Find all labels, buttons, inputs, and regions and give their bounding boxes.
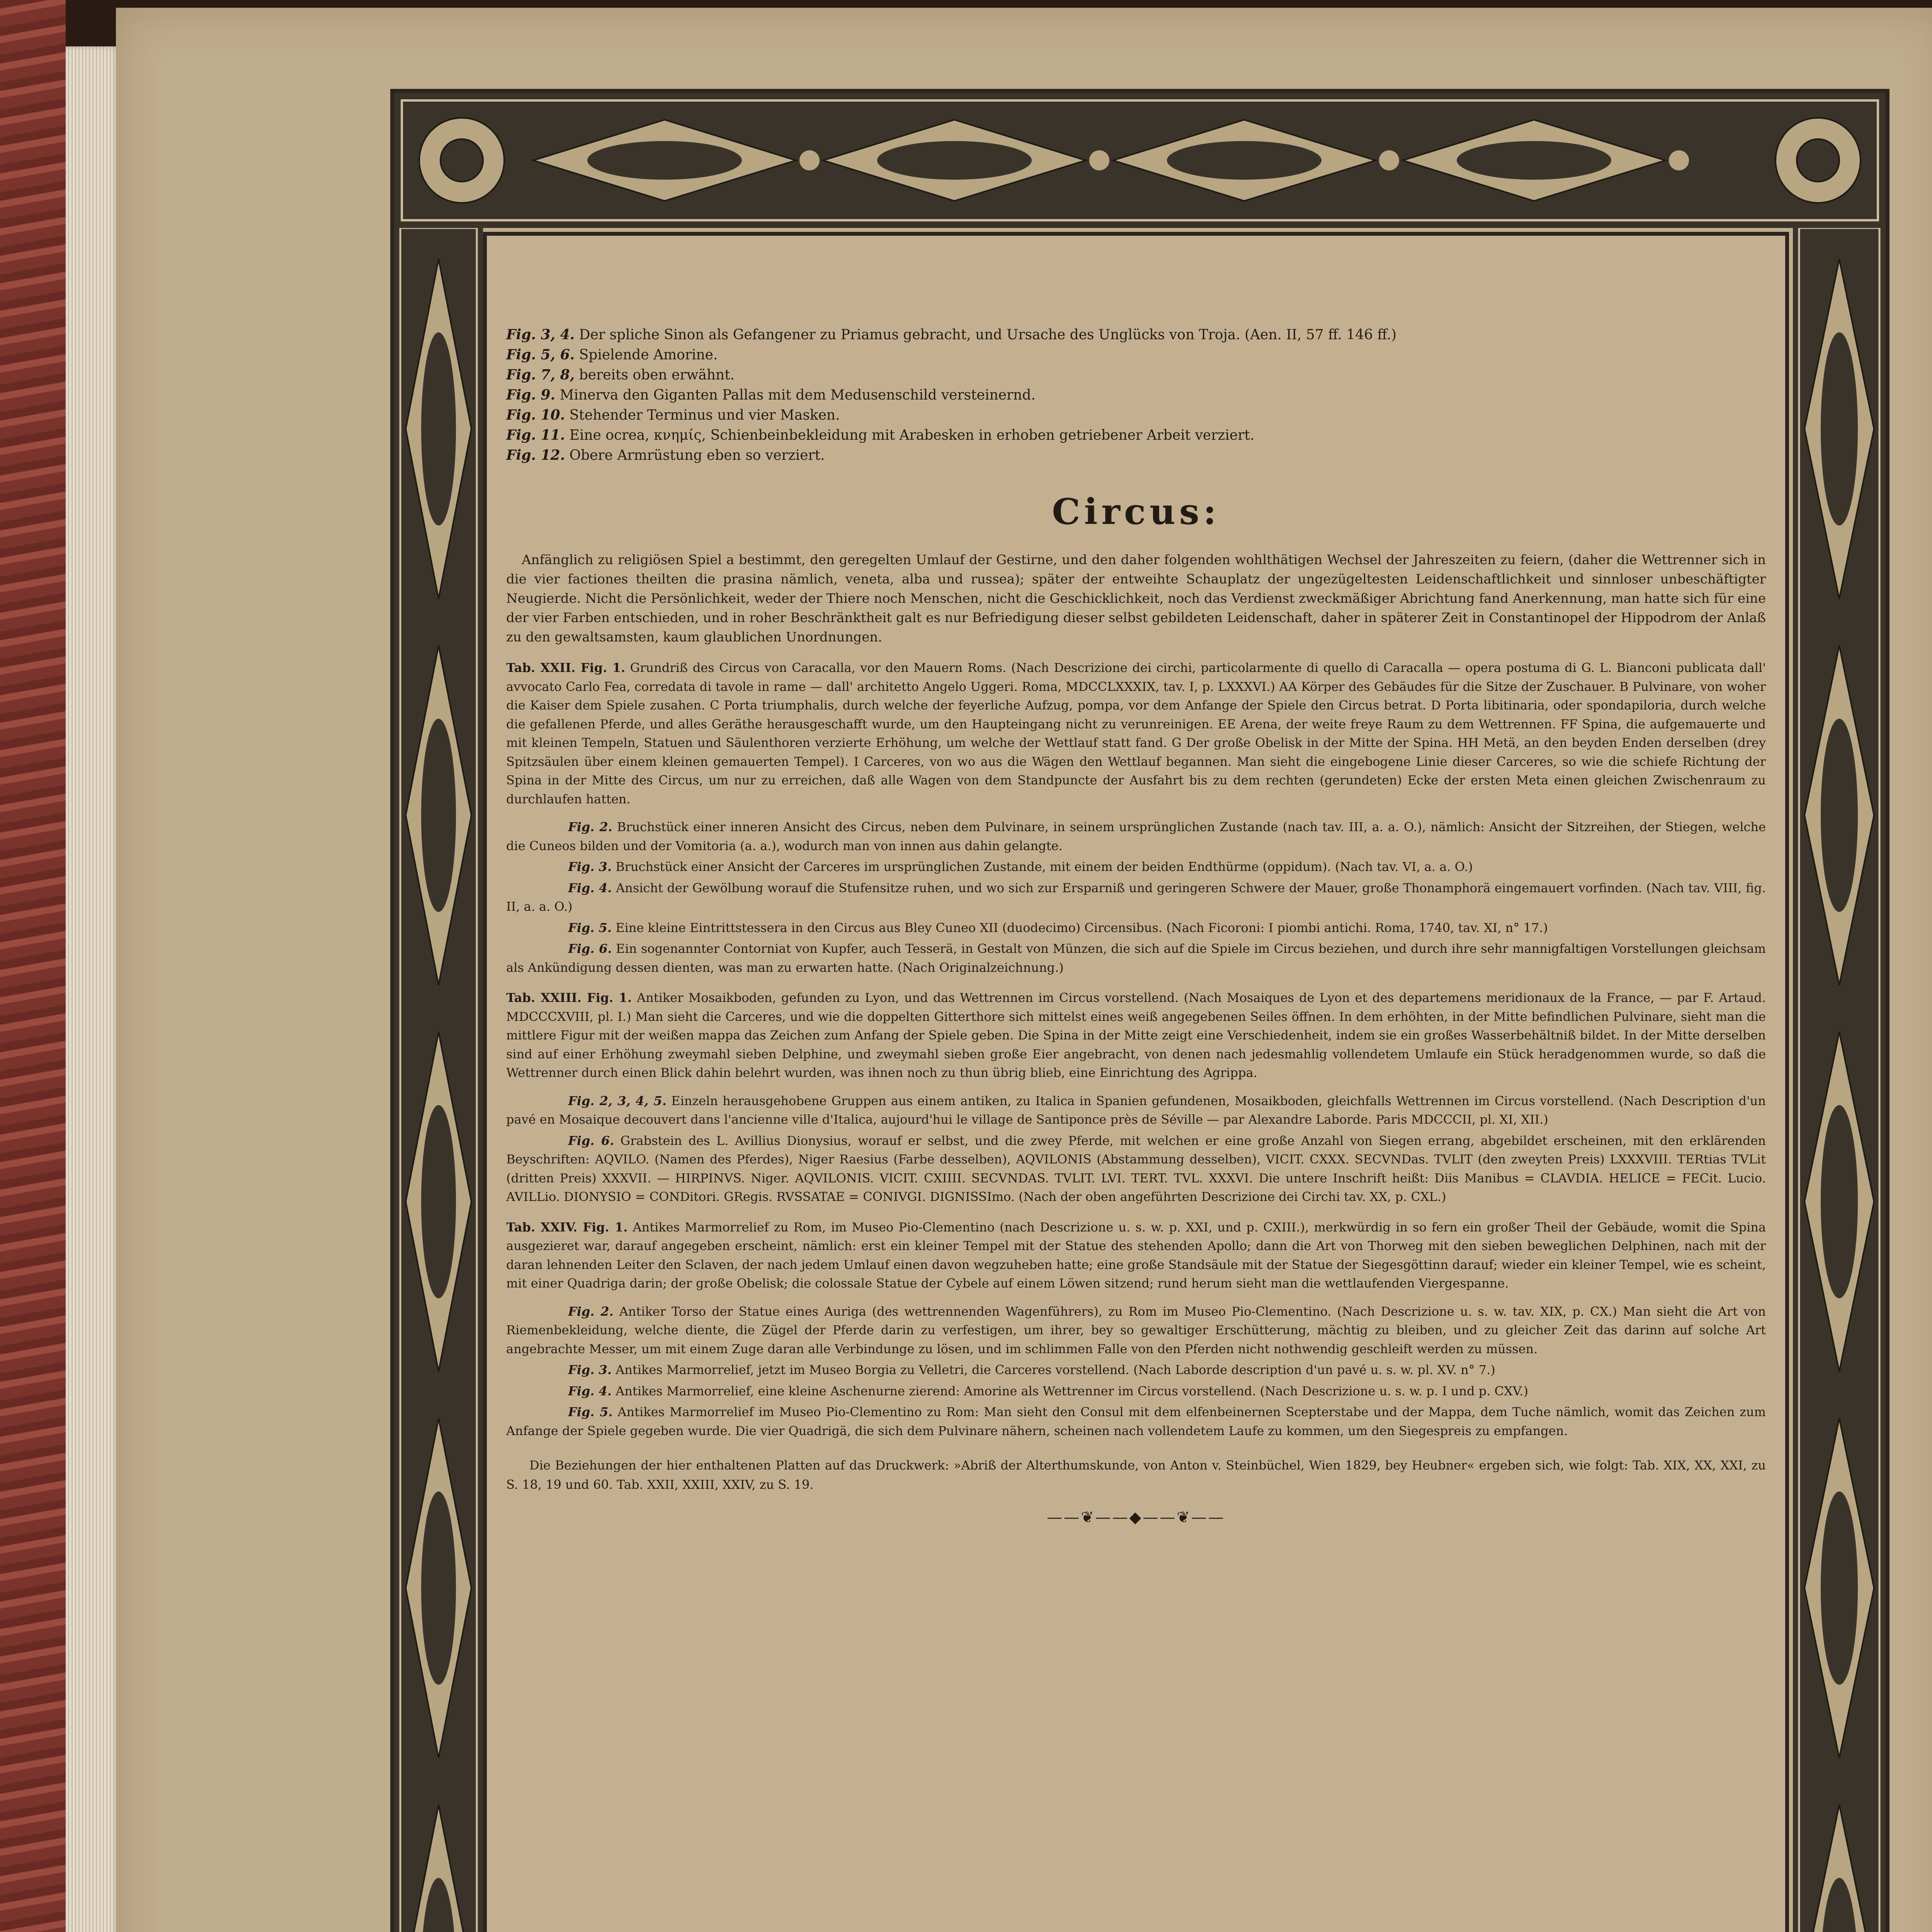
plate-24-figure-entry [506,1403,1766,1440]
section-heading: Circus: [1052,491,1220,532]
plate-text: Antikes Marmorrelief zu Rom, im Museo Pio-Clementino (nach Descrizione u. s. w. p. XXI, und p. CXIII.), merkwürdig in so fern ein großer Theil der Gebäude, womit die Spina ausgezieret war, darauf angegeben erscheint, nämlich: erst ein kleiner Tempel mit der Statue des stehenden Apollo; dann die Art von Thorweg mit den sieben beweglichen Delphinen, nach mit der daran lehnenden Leiter den Sclaven, der nach jedem Umlauf einen davon wegzuheben hatte; eine große Standsäule mit der Statue der Siegesgöttinn darauf; wieder ein kleiner Tempel, wie es scheint, mit einer Quadriga darin; der große Obelisk; die colossale Statue der Cybele auf einem Löwen sitzend; rund herum sieht man die wettlaufenden Viergespanne. [506,1219,1766,1291]
border-left-ornament [394,228,483,1932]
figure-label: Fig. 5. [568,920,612,935]
plate-22-figure-entry [506,857,1766,876]
figure-entry [506,445,1766,465]
figure-label: Fig. 9. [506,387,556,403]
plate-text: Grundriß des Circus von Caracalla, vor den Mauern Roms. (Nach Descrizione dei circhi, particolarmente di quello di Caracalla — opera postuma di G. L. Bianconi publicata dall' avvocato Carlo Fea, corredata di tavole in rame — dall' architetto Angelo Uggeri. Roma, MDCCLXXXIX, tav. I, p. LXXXVI.) AA Körper des Gebäudes für die Sitze der Zuschauer. B Pulvinare, von woher die Kaiser dem Spiele zusahen. C Porta triumphalis, durch welche der feyerliche Aufzug, pompa, vor dem Anfange der Spiele den Circus betrat. D Porta libitinaria, oder spondapiloria, durch welche die gefallenen Pferde, und alles Geräthe herausgeschafft wurde, um den Haupteingang nicht zu verunreinigen. EE Arena, der weite freye Raum zu dem Wettrennen. FF Spina, die aufgemauerte und mit kleinen Tempeln, Statuen und Säulenthoren verzierte Erhöhung, um welche der Wettlauf statt fand. G Der große Obelisk in der Mitte der Spina. HH Metä, an den beyden Enden derselben (drey Spitzsäulen über einem kleinen gemauerten Tempel). I Carceres, von wo aus die Wägen den Wettlauf begannen. Man sieht die eingebogene Linie dieser Carceres, so wie die schiefe Richtung der Spina in der Mitte des Circus, um nur zu erreichen, daß alle Wagen von dem Standpuncte der Ausfahrt bis zu dem rechten (gerundeten) Ecke der ersten Meta einen gleichen Zwischenraum zu durchlaufen hatten. [506,660,1766,806]
figure-text: Antikes Marmorrelief im Museo Pio-Clementino zu Rom: Man sieht den Consul mit dem elfenbeinernen Scepterstabe und der Mappa, dem Tuche nämlich, womit das Zeichen zum Anfange der Spiele gegeben wurde. Die vier Quadrigä, die sich dem Pulvinare nähern, scheinen nach vollendetem Laufe zu kommen, um den Siegespreis zu empfangen. [506,1405,1766,1438]
figure-label: Fig. 2. [568,820,612,834]
plate-24-description [506,1218,1766,1293]
plate-label: Tab. XXIV. Fig. 1. [506,1219,628,1235]
figure-label: Fig. 10. [506,407,565,423]
figure-label: Fig. 2. [568,1304,614,1319]
plate-22-figure-entry [506,879,1766,916]
page-text [506,325,1766,1932]
plate-23-figure-entry [506,1092,1766,1129]
figure-label: Fig. 3. [568,859,612,874]
ornamental-border-left [394,228,483,1932]
figure-text: Antiker Torso der Statue eines Auriga (des wettrennenden Wagenführers), zu Rom im Museo Pio-Clementino. (Nach Descrizione u. s. w. tav. XIX, p. CX.) Man sieht die Art von Riemenbekleidung, welche diente, die Zügel der Pferde darin zu verfestigen, um ihrer, bey so gewaltiger Erschütterung, mächtig zu bleiben, und zu gleicher Zeit das darinn auf solche Art angebrachte Messer, um mit einem Zuge daran alle Verbindunge zu lösen, und im schlimmen Falle von den Pferden nicht nothwendig geschleift werden zu müssen. [506,1304,1766,1356]
figure-label: Fig. 6. [568,941,612,956]
figure-text: Eine ocrea, κνημίς, Schienbeinbekleidung mit Arabesken in erhoben getriebener Arbeit verziert. [569,427,1255,443]
plate-24-figure-entry [506,1361,1766,1379]
figure-entry [506,345,1766,365]
figure-text: Der spliche Sinon als Gefangener zu Priamus gebracht, und Ursache des Unglücks von Troja. (Aen. II, 57 ff. 146 ff.) [579,327,1397,343]
ornamental-border-right [1793,228,1886,1932]
figure-entry [506,325,1766,345]
ornament-divider-icon: ——❦——◆——❦—— [1047,1509,1225,1526]
figure-label: Fig. 3, 4. [506,327,575,343]
ornamental-border-top [394,93,1886,228]
book-spine [0,0,66,1932]
figure-text: Spielende Amorine. [579,347,718,363]
plate-22-description [506,658,1766,808]
figure-text: Antikes Marmorrelief, jetzt im Museo Borgia zu Velletri, die Carceres vorstellend. (Nach Laborde description d'un pavé u. s. w. pl. XV. n° 7.) [616,1362,1495,1377]
figure-text: Obere Armrüstung eben so verziert. [569,447,825,463]
border-right-ornament [1793,228,1886,1932]
plate-23-description [506,988,1766,1082]
plate-22-figure-entry [506,918,1766,937]
plate-24-figure-entry [506,1382,1766,1401]
plate-24-figure-entry [506,1302,1766,1359]
figure-label: Fig. 2, 3, 4, 5. [568,1093,667,1108]
figure-text: Antikes Marmorrelief, eine kleine Aschenurne zierend: Amorine als Wettrenner im Circus vorstellend. (Nach Descrizione u. s. w. p. I und p. CXV.) [616,1383,1529,1398]
intro-paragraph: Anfänglich zu religiösen Spiel a bestimmt, den geregelten Umlauf der Gestirne, und den daher folgenden wohlthätigen Wechsel der Jahreszeiten zu feiern, (daher die Wettrenner sich in die vier factiones theilten die prasina nämlich, veneta, alba und russea); später der entweihte Schauplatz der ungezügeltesten Leidenschaftlichkeit und sinnloser unbeschäftigter Neugierde. Nicht die Persönlichkeit, weder der Thiere noch Menschen, nicht die Geschicklichkeit, noch das Verdienst zweckmäßiger Abrichtung fand Anerkennung, man hatte sich für eine der vier Farben entschieden, und in roher Beschränktheit galt es nur Befriedigung dieser selbst gebildeten Leidenschaft, daher in späterer Zeit in Constantinopel der Hippodrom der Anlaß zu den gewaltsamsten, kaum glaublichen Unordnungen. [506,552,1766,645]
figure-label: Fig. 11. [506,427,565,443]
plate-label: Tab. XXII. Fig. 1. [506,660,626,675]
figure-label: Fig. 6. [568,1133,614,1148]
figure-text: Ein sogenannter Contorniat von Kupfer, auch Tesserä, in Gestalt von Münzen, die sich auf die Spiele im Circus beziehen, und durch ihre sehr mannigfaltigen Vorstellungen gleichsam als Ankündigung dessen dienten, was man zu erwarten hatte. (Nach Originalzeichnung.) [506,941,1766,975]
figure-label: Fig. 5, 6. [506,347,575,363]
figure-text: bereits oben erwähnt. [579,367,735,383]
figure-text: Stehender Terminus und vier Masken. [569,407,840,423]
figure-entry [506,405,1766,425]
figure-label: Fig. 7, 8, [506,367,575,383]
figure-label: Fig. 12. [506,447,565,463]
reference-note: Die Beziehungen der hier enthaltenen Platten auf das Druckwerk: »Abriß der Alterthumskunde, von Anton v. Steinbüchel, Wien 1829, bey Heubner« ergeben sich, wie folgt: Tab. XIX, XX, XXI, zu S. 18, 19 und 60. Tab. XXII, XXIII, XXIV, zu S. 19. [506,1458,1766,1492]
figure-label: Fig. 5. [568,1405,613,1419]
figure-text: Eine kleine Eintrittstessera in den Circus aus Bley Cuneo XII (duodecimo) Circensibus. (Nach Ficoroni: I piombi antichi. Roma, 1740, tav. XI, n° 17.) [616,920,1548,935]
figure-text: Grabstein des L. Avillius Dionysius, worauf er selbst, und die zwey Pferde, mit welchen er eine große Anzahl von Siegen errang, abgebildet erscheinen, mit den erklärenden Beyschriften: AQVILO. (Namen des Pferdes), Niger Raesius (Farbe desselben), AQVILONIS (Abstammung desselben), VICIT. CXXX. SECVNDas. TVLIT (den zweyten Preis) LXXXVIII. TERtias TVLit (dritten Preis) XXXVII. — HIRPINVS. Niger. AQVILONIS. VICIT. CXIIII. SECVNDAS. TVLIT. LVI. TERT. TVL. XXXVI. Die untere Inschrift heißt: Diis Manibus = CLAVDIA. HELICE = FECit. Lucio. AVILLio. DIONYSIO = CONDitori. GRegis. RVSSATAE = CONIVGI. DIGNISSImo. (Nach der oben angeführten Descrizione dei Circhi tav. XX, p. CXL.) [506,1133,1766,1204]
figure-text: Ansicht der Gewölbung worauf die Stufensitze ruhen, und wo sich zur Ersparniß und geringeren Schwere der Mauer, große Thonamphorä eingemauert vorfinden. (Nach tav. VIII, fig. II, a. a. O.) [506,880,1766,914]
figure-text: Bruchstück einer Ansicht der Carceres im ursprünglichen Zustande, mit einem der beiden Endthürme (oppidum). (Nach tav. VI, a. a. O.) [616,859,1473,874]
figure-list-top [506,325,1766,465]
figure-text: Einzeln herausgehobene Gruppen aus einem antiken, zu Italica in Spanien gefundenen, Mosaikboden, gleichfalls Wettrennen im Circus vorstellend. (Nach Description d'un pavé en Mosaique decouvert dans l'ancienne ville d'Italica, aujourd'hui le village de Santiponce près de Séville — par Alexandre Laborde. Paris MDCCCII, pl. XI, XII.) [506,1093,1766,1127]
plate-23-figure-entry [506,1131,1766,1206]
plate-22-figure-entry [506,818,1766,855]
figure-label: Fig. 3. [568,1362,612,1377]
figure-entry [506,385,1766,405]
figure-text: Minerva den Giganten Pallas mit dem Medusenschild versteinernd. [560,387,1036,403]
figure-entry [506,425,1766,445]
plate-text: Antiker Mosaikboden, gefunden zu Lyon, und das Wettrennen im Circus vorstellend. (Nach Mosaiques de Lyon et des departemens meridionaux de la France, — par F. Artaud. MDCCCXVIII, pl. I.) Man sieht die Carceres, und wie die doppelten Gitterthore sich mittelst eines weiß angegebenen Seiles öffnen. In dem erhöhten, in der Mitte befindlichen Pulvinare, sieht man die mittlere Figur mit der weißen mappa das Zeichen zum Anfang der Spiele geben. Die Spina in der Mitte zeigt eine Verschiedenheit, indem sie ein großes Wasserbehältniß bildet. In der Mitte derselben sind auf einer Erhöhung zweymahl sieben Delphine, und zweymahl sieben große Eier angebracht, von denen nach jedesmahlig vollendetem Umlaufe ein Stück heradgenommen wurde, so daß die Wettrenner durch einen Blick dahin belehrt wurden, was ihnen noch zu thun übrig blieb, eine Einrichtung des Agrippa. [506,990,1766,1080]
figure-label: Fig. 4. [568,1383,612,1398]
figure-label: Fig. 4. [568,880,612,895]
page-edges [66,46,120,1932]
plate-22-figure-entry [506,939,1766,977]
figure-entry [506,365,1766,385]
plate-label: Tab. XXIII. Fig. 1. [506,990,632,1005]
border-top-ornament [394,93,1886,228]
figure-text: Bruchstück einer inneren Ansicht des Circus, neben dem Pulvinare, in seinem ursprünglichen Zustande (nach tav. III, a. a. O.), nämlich: Ansicht der Sitzreihen, der Stiegen, welche die Cuneos bilden und der Vomitoria (a. a.), wodurch man von innen aus dahin gelangte. [506,820,1766,853]
